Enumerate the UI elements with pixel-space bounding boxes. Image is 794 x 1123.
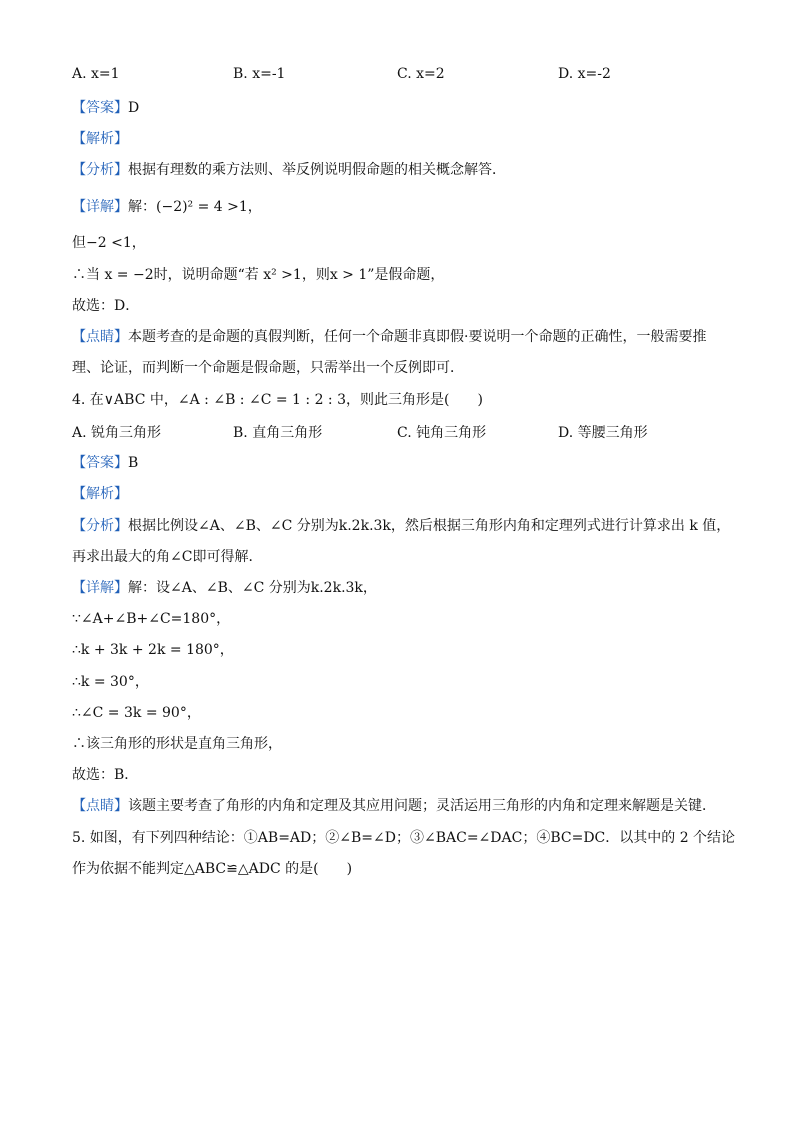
q3-dianjing-1: [72, 327, 706, 347]
detail-tag: 【详解】: [72, 199, 128, 215]
analysis-tag: 【解析】: [72, 131, 128, 147]
q4-detail-2: ∵∠A+∠B+∠C=180°，: [72, 611, 231, 627]
q3-analysis-tag: [72, 129, 128, 149]
dianjing-tag: 【点睛】: [72, 798, 128, 814]
q3-option-c: C. x=2: [397, 66, 445, 82]
q5-stem-1: 5. 如图，有下列四种结论：①AB=AD；②∠B=∠D；③∠BAC=∠DAC；④BC=DC．以其中的 2 个结论: [72, 830, 736, 846]
q3-detail-2: 但−2 <1，: [72, 235, 146, 251]
fenxi-tag: 【分析】: [72, 162, 128, 178]
fenxi-text: 根据有理数的乘方法则、举反例说明假命题的相关概念解答．: [128, 162, 506, 178]
q3-dianjing-2: 理、论证，而判断一个命题是假命题，只需举出一个反例即可．: [72, 360, 464, 376]
q4-detail-5: ∴∠C = 3k = 90°，: [72, 705, 201, 721]
q4-option-d: D. 等腰三角形: [558, 425, 648, 441]
q4-analysis-tag: [72, 484, 128, 504]
dianjing-tag: 【点睛】: [72, 329, 128, 345]
q4-fenxi-2: 再求出最大的角∠C即可得解．: [72, 549, 263, 565]
q4-option-c: C. 钝角三角形: [397, 425, 487, 441]
detail-text: 解：设∠A、∠B、∠C 分别为k.2k.3k，: [128, 580, 377, 596]
q3-detail-4: 故选：D．: [72, 298, 140, 314]
answer-tag: 【答案】: [72, 100, 128, 116]
q3-answer: [72, 98, 139, 118]
q3-option-b: B. x=-1: [233, 66, 286, 82]
q3-fenxi: [72, 160, 506, 180]
q3-option-d: D. x=-2: [558, 66, 611, 82]
answer-value: B: [128, 455, 139, 471]
q4-detail-4: ∴k = 30°，: [72, 674, 149, 690]
q4-option-b: B. 直角三角形: [233, 425, 323, 441]
q4-dianjing: [72, 796, 716, 816]
q4-fenxi-1: [72, 516, 730, 536]
detail-text: 解：(−2)² = 4 >1，: [128, 199, 262, 215]
answer-tag: 【答案】: [72, 455, 128, 471]
fenxi-tag: 【分析】: [72, 518, 128, 534]
fenxi-text: 根据比例设∠A、∠B、∠C 分别为k.2k.3k，然后根据三角形内角和定理列式进行计算求出 k 值，: [128, 518, 731, 534]
q4-answer: [72, 453, 138, 473]
q4-stem: 4. 在∨ABC 中，∠A : ∠B : ∠C = 1 : 2 : 3，则此三角形是( ): [72, 392, 483, 408]
dianjing-text: 本题考查的是命题的真假判断，任何一个命题非真即假·要说明一个命题的正确性，一般需要推: [128, 329, 707, 345]
analysis-tag: 【解析】: [72, 486, 128, 502]
q4-detail-6: ∴该三角形的形状是直角三角形，: [72, 736, 282, 752]
q3-detail-3: ∴当 x = −2时，说明命题“若 x² >1，则x > 1”是假命题，: [72, 267, 445, 283]
q4-detail-1: [72, 578, 377, 598]
q4-detail-3: ∴k + 3k + 2k = 180°，: [72, 642, 234, 658]
q4-detail-7: 故选：B．: [72, 767, 139, 783]
q3-option-a: A. x=1: [72, 66, 120, 82]
q5-stem-2: 作为依据不能判定△ABC≌△ADC 的是( ): [72, 861, 353, 877]
q3-detail-1: [72, 197, 262, 217]
detail-tag: 【详解】: [72, 580, 128, 596]
answer-value: D: [128, 100, 140, 116]
dianjing-text: 该题主要考查了角形的内角和定理及其应用问题；灵活运用三角形的内角和定理来解题是关键．: [128, 798, 716, 814]
q4-option-a: A. 锐角三角形: [72, 425, 162, 441]
